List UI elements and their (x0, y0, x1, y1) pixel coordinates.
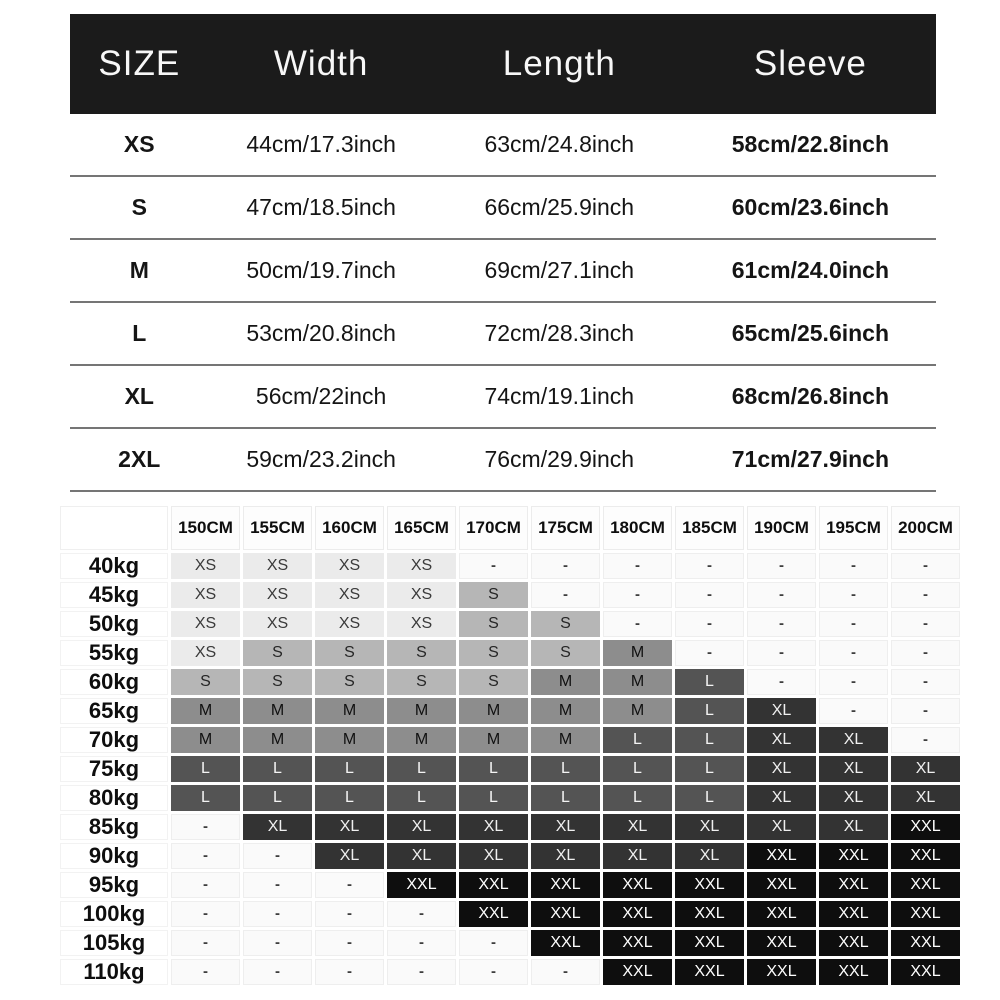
fit-cell: M (315, 727, 384, 753)
fit-row (60, 582, 960, 608)
fit-cell-empty: - (243, 959, 312, 985)
fit-cell-empty: - (603, 611, 672, 637)
fit-cell-empty: - (315, 930, 384, 956)
size-cell: L (132, 320, 147, 346)
fit-cell: XXL (675, 959, 744, 985)
fit-cell: XXL (675, 872, 744, 898)
height-header: 150CM (171, 506, 240, 550)
fit-cell-empty: - (171, 901, 240, 927)
fit-cell-empty: - (171, 843, 240, 869)
fit-cell: M (531, 669, 600, 695)
fit-cell: XL (315, 843, 384, 869)
fit-row (60, 814, 960, 840)
fit-cell: L (675, 698, 744, 724)
fit-cell: L (387, 756, 456, 782)
garment-size-table (70, 14, 936, 492)
fit-cell: L (531, 785, 600, 811)
fit-cell: XXL (747, 959, 816, 985)
fit-cell: L (675, 785, 744, 811)
fit-cell: XXL (387, 872, 456, 898)
fit-cell: XS (315, 611, 384, 637)
fit-row (60, 611, 960, 637)
size-cell: M (129, 257, 149, 283)
fit-cell: L (171, 785, 240, 811)
fit-row (60, 727, 960, 753)
fit-cell: L (603, 756, 672, 782)
fit-cell: XXL (675, 930, 744, 956)
fit-cell: XXL (819, 872, 888, 898)
fit-row (60, 698, 960, 724)
fit-cell-empty: - (315, 901, 384, 927)
fit-cell: L (171, 756, 240, 782)
fit-row (60, 930, 960, 956)
weight-label: 60kg (60, 669, 168, 695)
fit-cell: XL (243, 814, 312, 840)
weight-label: 45kg (60, 582, 168, 608)
fit-cell-empty: - (603, 582, 672, 608)
fit-cell: XXL (531, 930, 600, 956)
weight-label: 80kg (60, 785, 168, 811)
fit-cell: XXL (891, 872, 960, 898)
fit-cell: XXL (459, 872, 528, 898)
sleeve-cell: 68cm/26.8inch (731, 383, 890, 409)
fit-cell: L (459, 756, 528, 782)
fit-cell: XL (675, 814, 744, 840)
fit-cell: S (243, 640, 312, 666)
fit-cell: XL (459, 843, 528, 869)
fit-cell: L (531, 756, 600, 782)
fit-cell-empty: - (891, 553, 960, 579)
fit-cell: L (603, 785, 672, 811)
fit-row (60, 959, 960, 985)
fit-cell: XL (387, 843, 456, 869)
fit-cell: M (387, 698, 456, 724)
fit-cell: M (459, 698, 528, 724)
fit-cell-empty: - (531, 959, 600, 985)
fit-cell: M (315, 698, 384, 724)
height-header: 165CM (387, 506, 456, 550)
fit-cell-empty: - (243, 872, 312, 898)
fit-cell: S (531, 640, 600, 666)
sleeve-cell: 61cm/24.0inch (731, 257, 890, 283)
fit-cell-empty: - (819, 582, 888, 608)
fit-cell-empty: - (675, 611, 744, 637)
fit-cell-empty: - (747, 582, 816, 608)
height-header: 180CM (603, 506, 672, 550)
weight-label: 65kg (60, 698, 168, 724)
size-cell: 2XL (118, 446, 161, 472)
fit-cell: M (171, 698, 240, 724)
fit-cell: XXL (531, 872, 600, 898)
fit-cell: XXL (531, 901, 600, 927)
fit-cell-empty: - (171, 959, 240, 985)
fit-cell: L (675, 669, 744, 695)
fit-cell: XL (819, 785, 888, 811)
fit-cell: L (675, 756, 744, 782)
width-cell: 59cm/23.2inch (246, 446, 396, 472)
fit-cell-empty: - (243, 901, 312, 927)
fit-cell-empty: - (315, 872, 384, 898)
fit-row (60, 669, 960, 695)
fit-cell: XS (171, 640, 240, 666)
fit-cell-empty: - (459, 553, 528, 579)
weight-label: 105kg (60, 930, 168, 956)
fit-cell-empty: - (675, 553, 744, 579)
fit-cell: XL (315, 814, 384, 840)
fit-cell-empty: - (819, 669, 888, 695)
sleeve-cell: 65cm/25.6inch (731, 320, 890, 346)
height-header: 155CM (243, 506, 312, 550)
fit-row (60, 785, 960, 811)
fit-cell: XXL (891, 901, 960, 927)
weight-label: 55kg (60, 640, 168, 666)
sleeve-cell: 71cm/27.9inch (731, 446, 890, 472)
fit-cell: XS (387, 611, 456, 637)
fit-cell-empty: - (459, 930, 528, 956)
fit-cell-empty: - (747, 669, 816, 695)
fit-cell: XL (891, 756, 960, 782)
fit-cell: M (603, 640, 672, 666)
fit-cell-empty: - (387, 901, 456, 927)
length-cell: 74cm/19.1inch (484, 383, 635, 409)
height-header: 160CM (315, 506, 384, 550)
length-cell: 63cm/24.8inch (484, 131, 635, 157)
size-table-header-sleeve: Sleeve (753, 44, 867, 83)
fit-cell: XL (891, 785, 960, 811)
fit-cell-empty: - (891, 669, 960, 695)
length-cell: 69cm/27.1inch (484, 257, 635, 283)
fit-cell: XXL (603, 901, 672, 927)
size-table-header-width: Width (273, 44, 369, 83)
fit-cell-empty: - (675, 640, 744, 666)
fit-cell: M (243, 698, 312, 724)
fit-cell-empty: - (891, 640, 960, 666)
fit-cell: XL (747, 756, 816, 782)
fit-cell: XXL (747, 901, 816, 927)
fit-cell-empty: - (747, 553, 816, 579)
fit-cell: L (243, 756, 312, 782)
fit-corner-cell (60, 506, 168, 550)
fit-cell-empty: - (891, 582, 960, 608)
fit-cell: XS (171, 553, 240, 579)
fit-cell-empty: - (819, 611, 888, 637)
fit-cell-empty: - (747, 640, 816, 666)
weight-label: 110kg (60, 959, 168, 985)
fit-cell: XS (171, 611, 240, 637)
fit-cell: M (459, 727, 528, 753)
height-header: 195CM (819, 506, 888, 550)
fit-cell: XL (531, 843, 600, 869)
fit-cell: XXL (819, 959, 888, 985)
size-table-row (70, 366, 936, 429)
fit-cell-empty: - (675, 582, 744, 608)
width-cell: 47cm/18.5inch (246, 194, 396, 220)
fit-cell: XL (459, 814, 528, 840)
fit-cell: XXL (891, 814, 960, 840)
fit-cell: S (459, 611, 528, 637)
fit-cell-empty: - (171, 930, 240, 956)
weight-label: 100kg (60, 901, 168, 927)
fit-cell: XXL (603, 872, 672, 898)
fit-cell: L (243, 785, 312, 811)
width-cell: 53cm/20.8inch (246, 320, 396, 346)
size-cell: XS (123, 131, 155, 157)
fit-cell: L (675, 727, 744, 753)
fit-cell: L (387, 785, 456, 811)
fit-cell-empty: - (603, 553, 672, 579)
fit-cell: XXL (819, 930, 888, 956)
fit-cell: L (315, 785, 384, 811)
fit-cell: L (315, 756, 384, 782)
fit-cell-empty: - (819, 698, 888, 724)
weight-label: 40kg (60, 553, 168, 579)
fit-cell: XL (603, 843, 672, 869)
fit-cell: M (243, 727, 312, 753)
height-header: 175CM (531, 506, 600, 550)
fit-row (60, 756, 960, 782)
weight-label: 85kg (60, 814, 168, 840)
fit-cell: S (387, 669, 456, 695)
fit-row (60, 843, 960, 869)
fit-cell: XL (387, 814, 456, 840)
fit-cell: XXL (747, 843, 816, 869)
fit-cell: XXL (603, 930, 672, 956)
fit-cell: XL (531, 814, 600, 840)
fit-cell: XL (747, 785, 816, 811)
fit-cell: S (531, 611, 600, 637)
fit-cell: M (531, 698, 600, 724)
fit-cell: XL (747, 814, 816, 840)
size-table-header (70, 14, 936, 114)
fit-cell: XL (747, 698, 816, 724)
fit-row (60, 901, 960, 927)
fit-cell-empty: - (531, 553, 600, 579)
fit-cell-empty: - (387, 959, 456, 985)
fit-cell-empty: - (243, 843, 312, 869)
fit-cell-empty: - (891, 727, 960, 753)
fit-cell: XXL (891, 959, 960, 985)
fit-cell-empty: - (459, 959, 528, 985)
size-table-row (70, 429, 936, 492)
height-header: 190CM (747, 506, 816, 550)
fit-cell: S (459, 669, 528, 695)
fit-cell: XS (171, 582, 240, 608)
fit-cell-empty: - (891, 698, 960, 724)
fit-cell-empty: - (747, 611, 816, 637)
height-header: 185CM (675, 506, 744, 550)
fit-cell-empty: - (387, 930, 456, 956)
weight-label: 70kg (60, 727, 168, 753)
fit-cell: XL (819, 727, 888, 753)
width-cell: 44cm/17.3inch (246, 131, 396, 157)
fit-cell-empty: - (171, 814, 240, 840)
fit-cell: XS (315, 553, 384, 579)
size-cell: XL (124, 383, 154, 409)
fit-cell: XS (243, 611, 312, 637)
fit-cell: M (171, 727, 240, 753)
sleeve-cell: 58cm/22.8inch (731, 131, 890, 157)
fit-cell: S (459, 582, 528, 608)
fit-cell: XXL (819, 843, 888, 869)
fit-cell: XL (747, 727, 816, 753)
length-cell: 66cm/25.9inch (484, 194, 635, 220)
fit-cell: XL (819, 814, 888, 840)
sleeve-cell: 60cm/23.6inch (731, 194, 890, 220)
length-cell: 76cm/29.9inch (484, 446, 635, 472)
size-table-row (70, 303, 936, 366)
width-cell: 56cm/22inch (255, 383, 387, 409)
fit-cell: XXL (747, 872, 816, 898)
fit-cell-empty: - (819, 553, 888, 579)
weight-label: 90kg (60, 843, 168, 869)
fit-row (60, 640, 960, 666)
fit-cell: S (243, 669, 312, 695)
fit-cell: XXL (747, 930, 816, 956)
size-table-row (70, 114, 936, 177)
fit-cell: S (459, 640, 528, 666)
fit-cell: S (387, 640, 456, 666)
fit-cell: L (603, 727, 672, 753)
height-weight-matrix (57, 503, 963, 988)
fit-cell: S (315, 669, 384, 695)
fit-cell-empty: - (819, 640, 888, 666)
fit-cell: XXL (891, 843, 960, 869)
height-header: 170CM (459, 506, 528, 550)
fit-cell-empty: - (891, 611, 960, 637)
fit-cell: S (171, 669, 240, 695)
weight-label: 95kg (60, 872, 168, 898)
weight-label: 50kg (60, 611, 168, 637)
fit-cell: XS (387, 582, 456, 608)
fit-cell-empty: - (315, 959, 384, 985)
size-table-header-length: Length (502, 44, 616, 83)
fit-cell: XL (819, 756, 888, 782)
fit-cell: XXL (603, 959, 672, 985)
fit-cell: XXL (891, 930, 960, 956)
fit-row (60, 872, 960, 898)
width-cell: 50cm/19.7inch (246, 257, 396, 283)
fit-cell: M (603, 669, 672, 695)
fit-cell: L (459, 785, 528, 811)
fit-cell: S (315, 640, 384, 666)
fit-cell-empty: - (531, 582, 600, 608)
fit-cell: XXL (459, 901, 528, 927)
fit-cell: XXL (819, 901, 888, 927)
fit-cell-empty: - (171, 872, 240, 898)
height-header: 200CM (891, 506, 960, 550)
fit-cell: XL (675, 843, 744, 869)
size-table-row (70, 177, 936, 240)
fit-header-row (60, 506, 960, 550)
fit-cell: XL (603, 814, 672, 840)
fit-cell: XS (387, 553, 456, 579)
length-cell: 72cm/28.3inch (484, 320, 635, 346)
fit-cell: XS (243, 553, 312, 579)
fit-cell: M (531, 727, 600, 753)
fit-cell: M (387, 727, 456, 753)
weight-label: 75kg (60, 756, 168, 782)
fit-cell: XS (315, 582, 384, 608)
size-table-header-size: SIZE (98, 44, 181, 83)
fit-cell: M (603, 698, 672, 724)
fit-cell: XXL (675, 901, 744, 927)
size-cell: S (131, 194, 147, 220)
size-table-row (70, 240, 936, 303)
fit-row (60, 553, 960, 579)
fit-cell-empty: - (243, 930, 312, 956)
fit-cell: XS (243, 582, 312, 608)
